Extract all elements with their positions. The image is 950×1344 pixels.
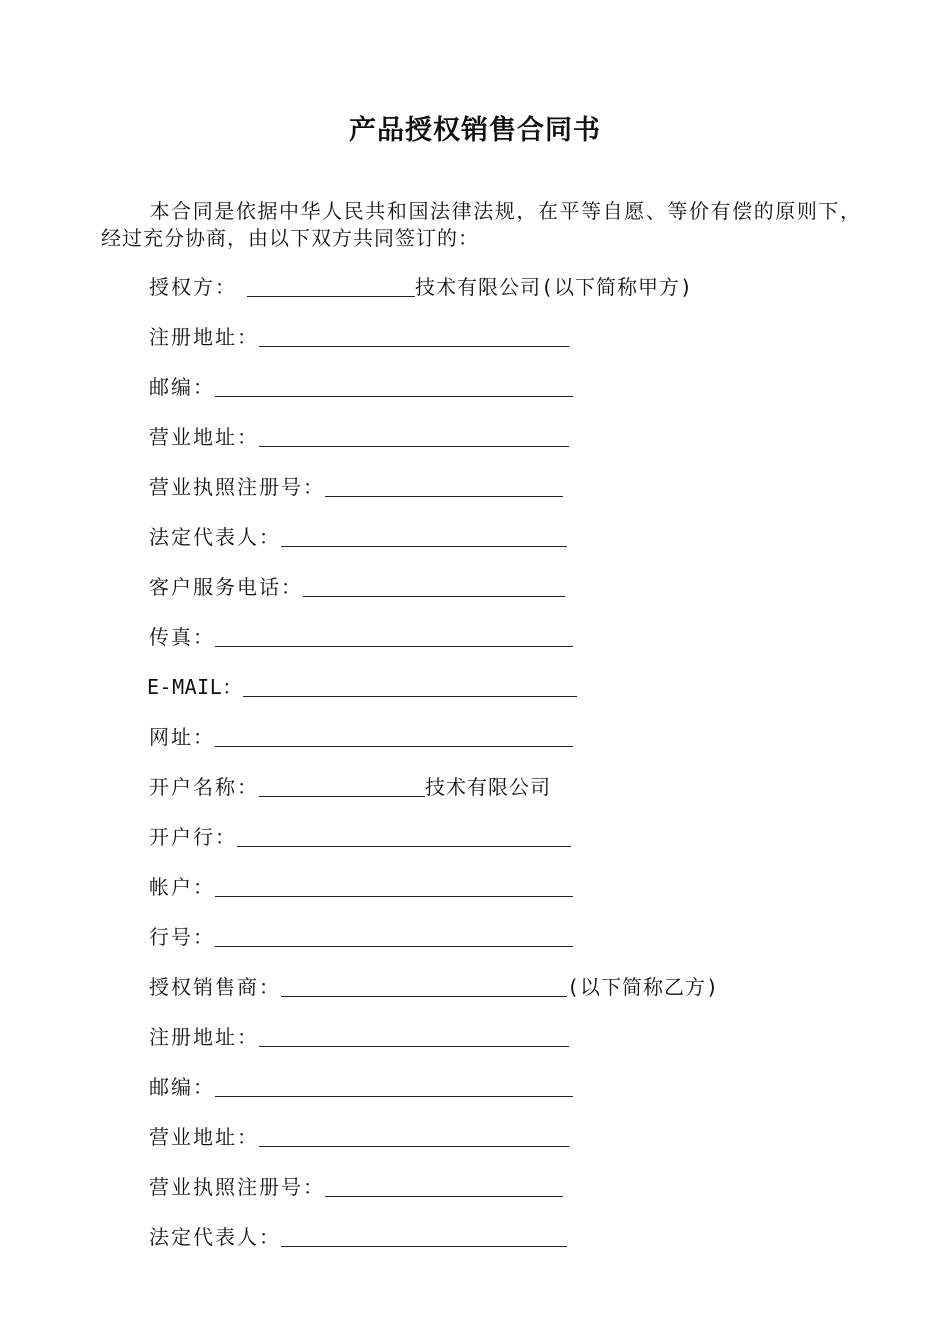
reseller-suffix: (以下简称乙方)	[567, 975, 720, 999]
a-account-label: 帐户：	[149, 875, 215, 899]
b-legal-rep-blank[interactable]	[281, 1226, 567, 1247]
a-reg-address-row	[149, 320, 569, 350]
b-business-address-label: 营业地址：	[149, 1125, 259, 1149]
a-service-phone-label: 客户服务电话：	[149, 575, 303, 599]
a-license-no-blank[interactable]	[325, 476, 563, 497]
a-fax-row	[149, 620, 573, 650]
b-license-no-label: 营业执照注册号：	[149, 1175, 325, 1199]
a-bank-label: 开户行：	[149, 825, 237, 849]
b-license-no-row	[149, 1170, 563, 1200]
a-legal-rep-row	[149, 520, 567, 550]
a-account-name-label: 开户名称：	[149, 775, 259, 799]
a-bank-no-label: 行号：	[149, 925, 215, 949]
a-business-address-label: 营业地址：	[149, 425, 259, 449]
a-bank-row	[149, 820, 571, 850]
document-title: 产品授权销售合同书	[349, 115, 601, 146]
b-legal-rep-row	[149, 1220, 567, 1250]
a-account-name-blank[interactable]	[259, 776, 425, 797]
reseller-row	[149, 970, 719, 1000]
a-bank-no-row	[149, 920, 573, 950]
a-legal-rep-blank[interactable]	[281, 526, 567, 547]
b-business-address-blank[interactable]	[259, 1126, 569, 1147]
reseller-blank[interactable]	[281, 976, 567, 997]
intro-text: 本合同是依据中华人民共和国法律法规，在平等自愿、等价有偿的原则下，经过充分协商，由以下双方共同签订的：	[101, 199, 861, 250]
a-email-blank[interactable]	[243, 676, 577, 697]
a-website-blank[interactable]	[215, 726, 573, 747]
a-reg-address-blank[interactable]	[259, 326, 569, 347]
licensor-label: 授权方：	[149, 275, 237, 299]
a-service-phone-blank[interactable]	[303, 576, 565, 597]
b-reg-address-label: 注册地址：	[149, 1025, 259, 1049]
a-account-blank[interactable]	[215, 876, 573, 897]
a-account-name-row	[149, 770, 551, 800]
b-business-address-row	[149, 1120, 569, 1150]
b-reg-address-row	[149, 1020, 569, 1050]
a-service-phone-row	[149, 570, 565, 600]
a-license-no-row	[149, 470, 563, 500]
b-legal-rep-label: 法定代表人：	[149, 1225, 281, 1249]
a-email-row	[147, 670, 577, 700]
b-postcode-row	[149, 1070, 573, 1100]
licensor-row	[149, 270, 693, 300]
b-postcode-blank[interactable]	[215, 1076, 573, 1097]
a-account-name-suffix: 技术有限公司	[425, 775, 551, 799]
a-fax-blank[interactable]	[215, 626, 573, 647]
reseller-label: 授权销售商：	[149, 975, 281, 999]
licensor-suffix: 技术有限公司(以下简称甲方)	[415, 275, 694, 299]
a-license-no-label: 营业执照注册号：	[149, 475, 325, 499]
a-account-row	[149, 870, 573, 900]
b-license-no-blank[interactable]	[325, 1176, 563, 1197]
a-business-address-row	[149, 420, 569, 450]
b-reg-address-blank[interactable]	[259, 1026, 569, 1047]
licensor-blank[interactable]	[247, 276, 415, 297]
a-reg-address-label: 注册地址：	[149, 325, 259, 349]
intro-paragraph	[101, 198, 861, 252]
a-postcode-row	[149, 370, 573, 400]
a-legal-rep-label: 法定代表人：	[149, 525, 281, 549]
a-website-label: 网址：	[149, 725, 215, 749]
a-fax-label: 传真：	[149, 625, 215, 649]
a-bank-blank[interactable]	[237, 826, 571, 847]
a-email-label: E-MAIL：	[147, 675, 243, 699]
a-postcode-blank[interactable]	[215, 376, 573, 397]
a-bank-no-blank[interactable]	[215, 926, 573, 947]
a-postcode-label: 邮编：	[149, 375, 215, 399]
a-website-row	[149, 720, 573, 750]
a-business-address-blank[interactable]	[259, 426, 569, 447]
b-postcode-label: 邮编：	[149, 1075, 215, 1099]
